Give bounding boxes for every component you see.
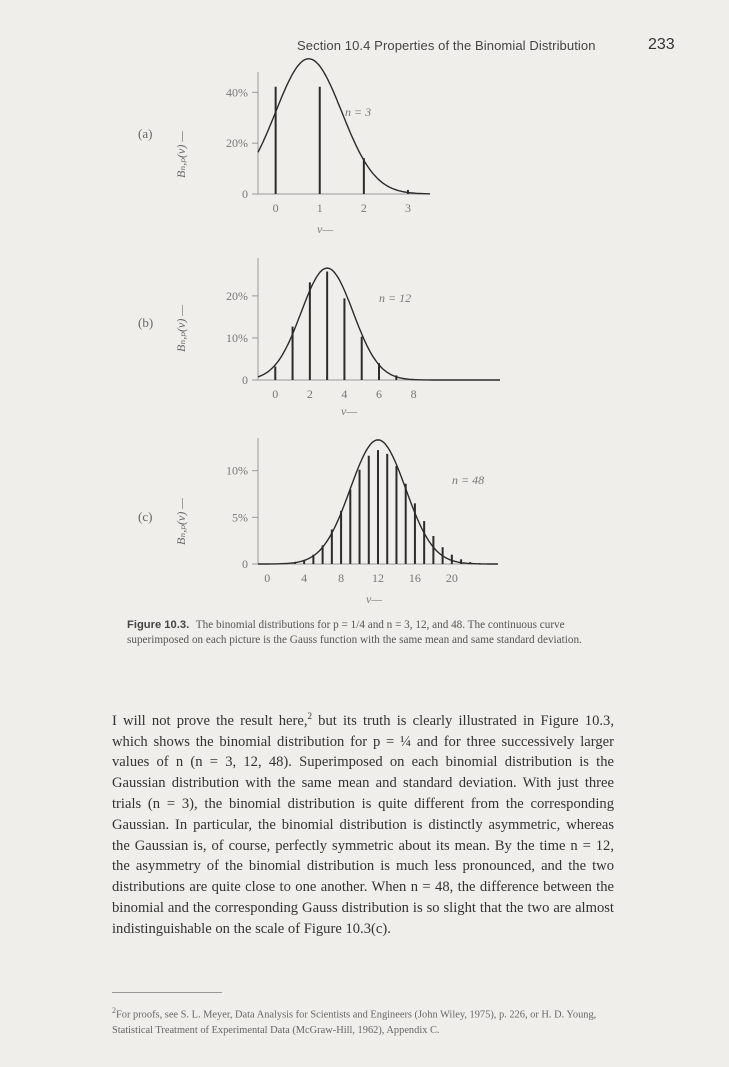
n-annotation: n = 48 — [452, 473, 485, 487]
footnote — [112, 1003, 622, 1039]
body-paragraph — [112, 706, 614, 940]
x-tick-label: 20 — [445, 571, 458, 585]
chart-panel-1 — [226, 258, 500, 401]
y-tick-label: 20% — [226, 136, 248, 151]
x-tick-label: 4 — [301, 571, 308, 585]
n-annotation: n = 3 — [345, 105, 372, 119]
footnote-text: For proofs, see S. L. Meyer, Data Analysis for Scientists and Engineers (John Wiley, 1975), p. 226, or H. D. Young, Statistical Treatment of Experimental Data (McGraw-Hill, 1962), Appendix C. — [112, 1009, 597, 1037]
chart-panel-2 — [226, 438, 498, 585]
caption-label: Figure 10.3. — [127, 619, 190, 631]
panel-b-xlabel: ν— — [341, 404, 357, 418]
chart-panel-0 — [226, 59, 430, 215]
y-tick-label: 10% — [226, 463, 248, 478]
x-tick-label: 0 — [272, 387, 279, 401]
x-tick-label: 8 — [410, 387, 417, 401]
x-tick-label: 3 — [404, 201, 411, 215]
footnote-marker: 2 — [112, 1006, 116, 1015]
body-text-rest: but its truth is clearly illustrated in Figure 10.3, which shows the binomial distribution for p = ¼ and for three successively larger values of n (n = 3, 12, 48). Superimposed on each binomial distribution is the Gaussian distribution with the same mean and standard deviation. With just three trials (n = 3), the binomial distribution is quite different from the corresponding Gaussian. In particular, the binomial distribution is distinctly asymmetric, whereas the Gaussian is, of course, perfectly symmetric about its mean. By the time n = 12, the asymmetry of the binomial distribution is much less pronounced, and the two distributions are quite close to one another. When n = 48, the difference between the binomial and the corresponding Gauss distribution is so slight that the two are almost indistinguishable on the scale of Figure 10.3(c). — [112, 712, 614, 937]
panel-c-xlabel: ν— — [366, 592, 382, 606]
panel-a-label: (a) — [138, 126, 153, 141]
x-tick-label: 4 — [341, 387, 348, 401]
figure-caption — [127, 618, 597, 648]
x-tick-label: 12 — [372, 571, 384, 585]
caption-text: The binomial distributions for p = 1/4 and n = 3, 12, and 48. The continuous curve superimposed on each picture is the Gauss function with the same mean and same standard deviation. — [127, 619, 582, 646]
panel-b-label: (b) — [138, 315, 154, 330]
panel-a-xlabel: ν— — [317, 222, 333, 236]
page-number: 233 — [648, 36, 675, 53]
footnote-rule — [112, 992, 222, 993]
n-annotation: n = 12 — [379, 291, 412, 305]
x-tick-label: 2 — [360, 201, 367, 215]
y-tick-label: 0 — [242, 557, 248, 571]
section-title: Section 10.4 Properties of the Binomial Distribution — [297, 38, 596, 53]
x-tick-label: 0 — [264, 571, 271, 585]
panel-a-ylabel: Bₙ,ₚ(ν) — — [174, 131, 188, 178]
x-tick-label: 1 — [316, 201, 323, 215]
x-tick-label: 8 — [338, 571, 345, 585]
gauss-curve — [258, 59, 430, 194]
y-tick-label: 10% — [226, 330, 248, 345]
body-text-start: I will not prove the result here, — [112, 712, 308, 729]
y-tick-label: 0 — [242, 187, 248, 201]
panel-c-ylabel: Bₙ,ₚ(ν) — — [174, 498, 188, 545]
panel-c-label: (c) — [138, 509, 153, 524]
x-tick-label: 6 — [376, 387, 382, 401]
y-tick-label: 0 — [242, 373, 248, 387]
footnote-ref: 2 — [307, 711, 312, 721]
y-tick-label: 40% — [226, 85, 248, 100]
x-tick-label: 16 — [408, 571, 421, 585]
y-tick-label: 5% — [232, 510, 248, 525]
panel-b-ylabel: Bₙ,ₚ(ν) — — [174, 305, 188, 352]
x-tick-label: 2 — [306, 387, 313, 401]
x-tick-label: 0 — [272, 201, 279, 215]
y-tick-label: 20% — [226, 288, 248, 303]
